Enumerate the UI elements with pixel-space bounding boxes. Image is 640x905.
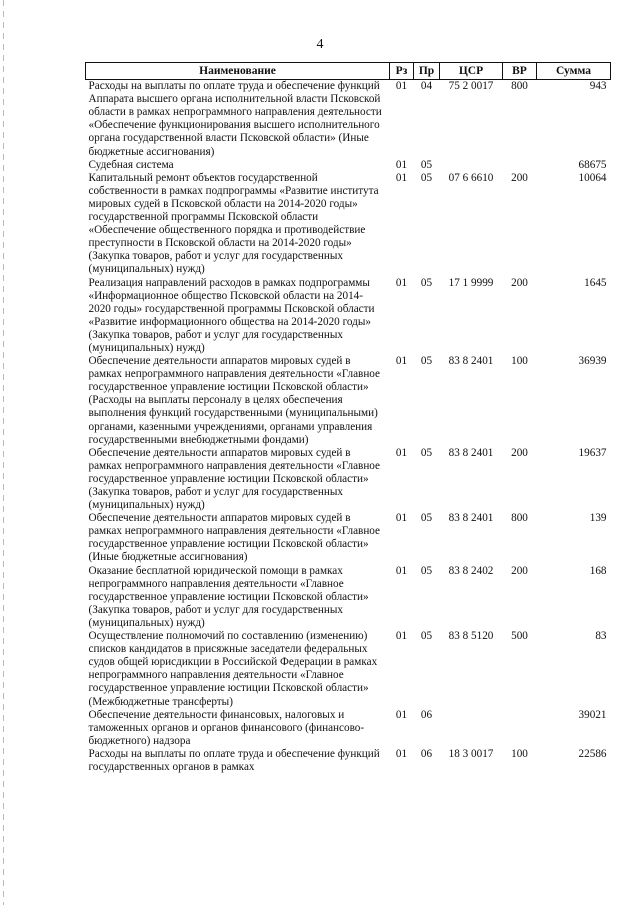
table-header-row: [86, 63, 611, 80]
cell-sum: 943: [589, 80, 607, 93]
cell-csr: [440, 709, 503, 748]
cell-rz: 01: [395, 446, 408, 459]
cell-vr: 100: [511, 747, 528, 760]
cell-vr: 500: [511, 630, 528, 643]
header-pr: Пр: [414, 63, 440, 80]
cell-sum: 39021: [578, 708, 607, 721]
cell-pr: 05: [420, 355, 433, 368]
cell-pr: 05: [420, 630, 433, 643]
scan-edge-artifact: [3, 0, 4, 905]
cell-name: Обеспечение деятельности финансовых, налоговых и таможенных органов и органов финансового (финансово-бюджетного) надзора: [88, 708, 365, 747]
table-row: [86, 630, 611, 709]
cell-rz: 01: [395, 708, 408, 721]
cell-csr: 07 6 6610: [448, 171, 494, 184]
cell-csr: 17 1 9999: [448, 276, 494, 289]
cell-csr: 18 3 0017: [448, 747, 494, 760]
cell-csr: 75 2 0017: [448, 80, 494, 93]
table-body: [86, 80, 611, 774]
cell-csr: 83 8 5120: [448, 630, 494, 643]
cell-rz: 01: [395, 355, 408, 368]
cell-pr: 05: [420, 158, 433, 171]
cell-name: Расходы на выплаты по оплате труда и обеспечение функций государственных органов в рамках: [88, 747, 380, 773]
table-row: [86, 172, 611, 277]
cell-name: Обеспечение деятельности аппаратов мировых судей в рамках непрограммного направления деятельности «Главное государственное управление юстиции Псковской области» (Расходы на выплаты персоналу в целях обеспечения выполнения функций государственными (муниципальными) органами, казенными учреждениями, органами управления государственными внебюджетными фондами): [88, 355, 381, 446]
cell-sum: 22586: [578, 747, 607, 760]
cell-vr: 800: [511, 80, 528, 93]
cell-csr: 83 8 2401: [448, 446, 494, 459]
cell-vr: [503, 159, 537, 172]
cell-pr: 05: [420, 171, 433, 184]
cell-pr: 06: [420, 708, 433, 721]
table-row: [86, 159, 611, 172]
cell-rz: 01: [395, 276, 408, 289]
cell-sum: 36939: [578, 355, 607, 368]
cell-pr: 05: [420, 512, 433, 525]
cell-vr: 200: [511, 171, 528, 184]
cell-sum: 10064: [578, 171, 607, 184]
cell-sum: 68675: [578, 158, 607, 171]
header-csr: ЦСР: [440, 63, 503, 80]
cell-rz: 01: [395, 171, 408, 184]
cell-name: Расходы на выплаты по оплате труда и обеспечение функций Аппарата высшего органа исполнительной власти Псковской области в рамках непрограммного направления деятельности «Обеспечение функционирования высшего исполнительного органа государственной власти Псковской области» (Иные бюджетные ассигнования): [88, 80, 382, 158]
budget-table: [85, 62, 611, 774]
cell-rz: 01: [395, 158, 408, 171]
cell-pr: 05: [420, 564, 433, 577]
cell-pr: 04: [420, 80, 433, 93]
cell-name: Обеспечение деятельности аппаратов мировых судей в рамках непрограммного направления деятельности «Главное государственное управление юстиции Псковской области» (Иные бюджетные ассигнования): [88, 512, 381, 564]
cell-name: Судебная система: [88, 158, 174, 171]
cell-rz: 01: [395, 512, 408, 525]
cell-sum: 1645: [584, 276, 607, 289]
cell-vr: 200: [511, 564, 528, 577]
cell-name: Реализация направлений расходов в рамках подпрограммы «Информационное общество Псковской области на 2014-2020 годы» государственной программы Псковской области «Развитие информационного общества на 2014-2020 годы» (Закупка товаров, работ и услуг для государственных (муниципальных) нужд): [88, 276, 375, 354]
header-name: Наименование: [86, 63, 390, 80]
table-row: [86, 277, 611, 356]
cell-vr: 800: [511, 512, 528, 525]
table-row: [86, 447, 611, 512]
cell-csr: 83 8 2401: [448, 512, 494, 525]
cell-rz: 01: [395, 564, 408, 577]
cell-csr: 83 8 2402: [448, 564, 494, 577]
page-number: 4: [316, 37, 324, 52]
table-row: [86, 512, 611, 564]
cell-pr: 05: [420, 446, 433, 459]
table-row: [86, 748, 611, 774]
cell-name: Оказание бесплатной юридической помощи в рамках непрограммного направления деятельности «Главное государственное управление юстиции Псковской области» (Закупка товаров, работ и услуг для государственных (муниципальных) нужд): [88, 564, 369, 629]
header-vr: ВР: [503, 63, 537, 80]
table-row: [86, 709, 611, 748]
cell-vr: 100: [511, 355, 528, 368]
cell-rz: 01: [395, 747, 408, 760]
header-sum: Сумма: [537, 63, 611, 80]
cell-rz: 01: [395, 80, 408, 93]
cell-name: Капитальный ремонт объектов государственной собственности в рамках подпрограммы «Развитие института мировых судей в Псковской области на 2014-2020 годы» государственной программы Псковской области «Обеспечение общественного порядка и противодействие преступности в Псковской области на 2014-2020 годы» (Закупка товаров, работ и услуг для государственных (муниципальных) нужд): [88, 171, 379, 276]
table-row: [86, 355, 611, 447]
cell-sum: 19637: [578, 446, 607, 459]
cell-vr: [503, 709, 537, 748]
cell-csr: 83 8 2401: [448, 355, 494, 368]
cell-name: Обеспечение деятельности аппаратов мировых судей в рамках непрограммного направления деятельности «Главное государственное управление юстиции Псковской области» (Закупка товаров, работ и услуг для государственных (муниципальных) нужд): [88, 446, 381, 512]
cell-pr: 05: [420, 276, 433, 289]
cell-vr: 200: [511, 276, 528, 289]
cell-sum: 83: [595, 630, 607, 643]
cell-sum: 139: [589, 512, 607, 525]
cell-pr: 06: [420, 747, 433, 760]
cell-sum: 168: [589, 564, 607, 577]
header-rz: Рз: [390, 63, 414, 80]
cell-csr: [440, 159, 503, 172]
cell-name: Осуществление полномочий по составлению (изменению) списков кандидатов в присяжные заседатели федеральных судов общей юрисдикции в Российской Федерации в рамках непрограммного направления деятельности «Главное государственное управление юстиции Псковской области» (Межбюджетные трансферты): [88, 630, 378, 708]
table-row: [86, 565, 611, 630]
table-row: [86, 80, 611, 159]
cell-rz: 01: [395, 630, 408, 643]
cell-vr: 200: [511, 446, 528, 459]
